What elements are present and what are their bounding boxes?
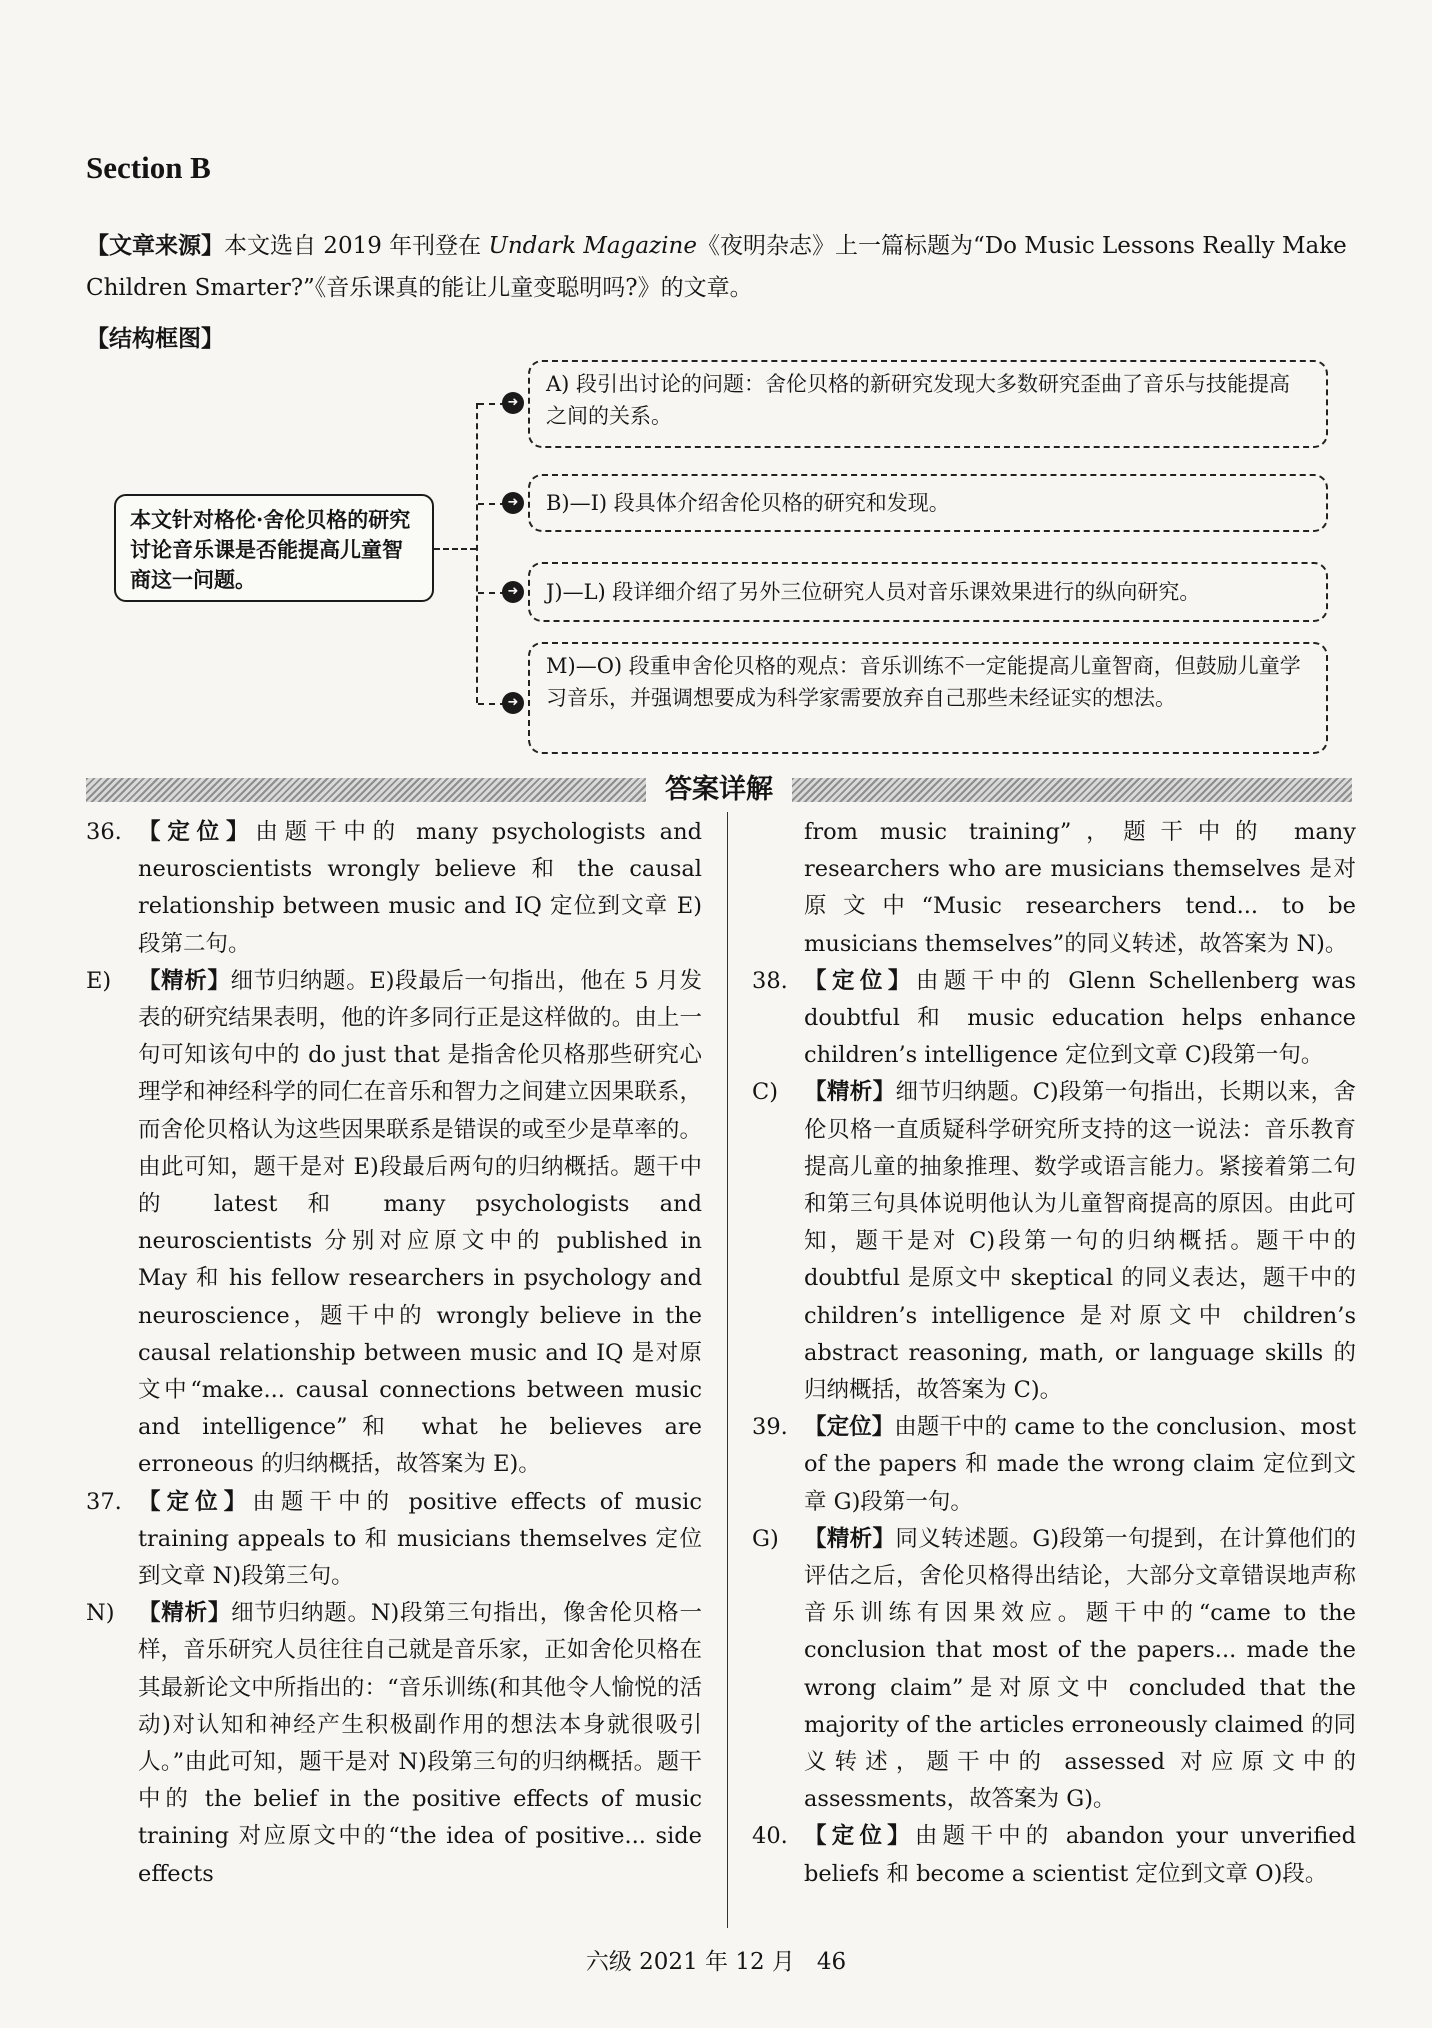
source-text-before: 本文选自 2019 年刊登在 <box>224 233 489 259</box>
item-tag: 【定位】 <box>804 1823 915 1850</box>
answer-item <box>752 1409 1356 1521</box>
item-number: 40. <box>752 1823 788 1850</box>
hatched-bar <box>792 778 1352 802</box>
answer-item <box>752 1521 1356 1819</box>
structure-node: J)—L) 段详细介绍了另外三位研究人员对音乐课效果进行的纵向研究。 <box>528 562 1328 622</box>
item-tag: 【精析】 <box>804 1525 896 1552</box>
answer-item <box>752 1074 1356 1409</box>
root-connector <box>434 548 476 550</box>
item-number: G) <box>752 1525 779 1552</box>
item-text: 由题干中的 positive effects of music training appeals to 和 musicians themselves 定位到文章 N)段第三句。 <box>138 1488 702 1590</box>
item-number: 38. <box>752 967 788 994</box>
item-tag: 【定位】 <box>138 1488 253 1515</box>
item-text: 由题干中的 came to the conclusion、most of the papers 和 made the wrong claim 定位到文章 G)段第一句。 <box>804 1414 1356 1515</box>
structure-node: B)—I) 段具体介绍舍伦贝格的研究和发现。 <box>528 474 1328 532</box>
item-number: C) <box>752 1079 778 1106</box>
section-title: Section B <box>86 150 211 185</box>
structure-node: M)—O) 段重申舍伦贝格的观点：音乐训练不一定能提高儿童智商，但鼓励儿童学习音乐，并强调想要成为科学家需要放弃自己那些未经证实的想法。 <box>528 642 1328 754</box>
arrow-right-icon: ➜ <box>502 581 524 603</box>
item-tag: 【精析】 <box>804 1079 896 1106</box>
item-number: E) <box>86 967 112 994</box>
item-number: N) <box>86 1600 115 1627</box>
answers-left-column <box>86 814 702 1893</box>
item-tag: 【精析】 <box>138 1600 232 1627</box>
answers-divider <box>86 772 1352 808</box>
structure-node: A) 段引出讨论的问题：舍伦贝格的新研究发现大多数研究歪曲了音乐与技能提高之间的关系。 <box>528 360 1328 448</box>
answer-item <box>752 814 1356 963</box>
answer-item <box>752 963 1356 1075</box>
source-tag: 【文章来源】 <box>86 232 224 259</box>
item-text: 由题干中的 many psychologists and neuroscientists wrongly believe 和 the causal relationship between music and IQ 定位到文章 E)段第二句。 <box>138 819 702 957</box>
arrow-right-icon: ➜ <box>502 492 524 514</box>
answers-heading: 答案详解 <box>665 774 773 805</box>
answer-item <box>86 963 702 1484</box>
source-text-after: 《夜明杂志》上一篇标题为“Do Music Lessons Really Make Children Smarter?”《音乐课真的能让儿童变聪明吗?》的文章。 <box>86 233 1347 301</box>
item-text: 同义转述题。G)段第一句提到，在计算他们的评估之后，舍伦贝格得出结论，大部分文章错误地声称音乐训练有因果效应。题干中的“came to the conclusion that most of the papers... made the wrong claim”是对原文中 concluded that the majority of the articles erroneously claimed 的同义转述，题干中的 assessed 对应原文中的 assessments，故答案为 G)。 <box>804 1525 1356 1813</box>
column-divider <box>727 812 728 1928</box>
page-footer <box>0 1943 1432 1976</box>
answer-item <box>86 1595 702 1893</box>
item-tag: 【定位】 <box>138 819 256 845</box>
item-tag: 【定位】 <box>804 967 916 994</box>
item-text: 细节归纳题。E)段最后一句指出，他在 5 月发表的研究结果表明，他的许多同行正是这样做的。由上一句可知该句中的 do just that 是指舍伦贝格那些研究心理学和神经科学的同仁在音乐和智力之间建立因果联系，而舍伦贝格认为这些因果联系是错误的或至少是草率的。由此可知，题干是对 E)段最后两句的归纳概括。题干中的 latest 和 many psychologists and neuroscientists 分别对应原文中的 published in May 和 his fellow researchers in psychology and neuroscience，题干中的 wrongly believe in the causal relationship between music and IQ 是对原文中“make... causal connections between music and intelligence”和 what he believes are erroneous 的归纳概括，故答案为 E)。 <box>138 967 702 1478</box>
item-text: 细节归纳题。N)段第三句指出，像舍伦贝格一样，音乐研究人员往往自己就是音乐家，正如舍伦贝格在其最新论文中所指出的：“音乐训练(和其他令人愉悦的活动)对认知和神经产生积极副作用的想法本身就很吸引人。”由此可知，题干是对 N)段第三句的归纳概括。题干中的 the belief in the positive effects of music training 对应原文中的“the idea of positive... side effects <box>138 1600 702 1887</box>
structure-root-box: 本文针对格伦·舍伦贝格的研究讨论音乐课是否能提高儿童智商这一问题。 <box>114 494 434 602</box>
item-number: 39. <box>752 1414 788 1441</box>
item-text: 细节归纳题。C)段第一句指出，长期以来，舍伦贝格一直质疑科学研究所支持的这一说法：音乐教育提高儿童的抽象推理、数学或语言能力。紧接着第二句和第三句具体说明他认为儿童智商提高的原因。由此可知，题干是对 C)段第一句的归纳概括。题干中的 doubtful 是原文中 skeptical 的同义表达，题干中的 children’s intelligence 是对原文中 children’s abstract reasoning, math, or language skills 的归纳概括，故答案为 C)。 <box>804 1079 1356 1404</box>
structure-label: 【结构框图】 <box>86 325 224 352</box>
item-text: 由题干中的 abandon your unverified beliefs 和 become a scientist 定位到文章 O)段。 <box>804 1823 1356 1887</box>
answer-item <box>86 1484 702 1596</box>
answer-item <box>752 1818 1356 1892</box>
item-text: 由题干中的 Glenn Schellenberg was doubtful 和 music education helps enhance children’s intelligence 定位到文章 C)段第一句。 <box>804 967 1356 1069</box>
item-tag: 【定位】 <box>804 1414 895 1441</box>
item-text: from music training”，题干中的 many researchers who are musicians themselves 是对原文中“Music researchers tend... to be musicians themselves”的同义转述，故答案为 N)。 <box>804 819 1356 957</box>
structure-spine <box>476 403 478 703</box>
arrow-right-icon: ➜ <box>502 392 524 414</box>
footer-exam: 六级 2021 年 12 月 <box>585 1949 795 1975</box>
hatched-bar <box>86 778 646 802</box>
answers-right-column <box>752 814 1356 1893</box>
article-source <box>86 225 1356 309</box>
item-number: 36. <box>86 819 122 845</box>
answer-item <box>86 814 702 963</box>
arrow-right-icon: ➜ <box>502 692 524 714</box>
item-number: 37. <box>86 1488 122 1515</box>
item-tag: 【精析】 <box>138 967 231 994</box>
magazine-name: Undark Magazine <box>488 233 697 259</box>
page-number: 46 <box>816 1949 847 1975</box>
